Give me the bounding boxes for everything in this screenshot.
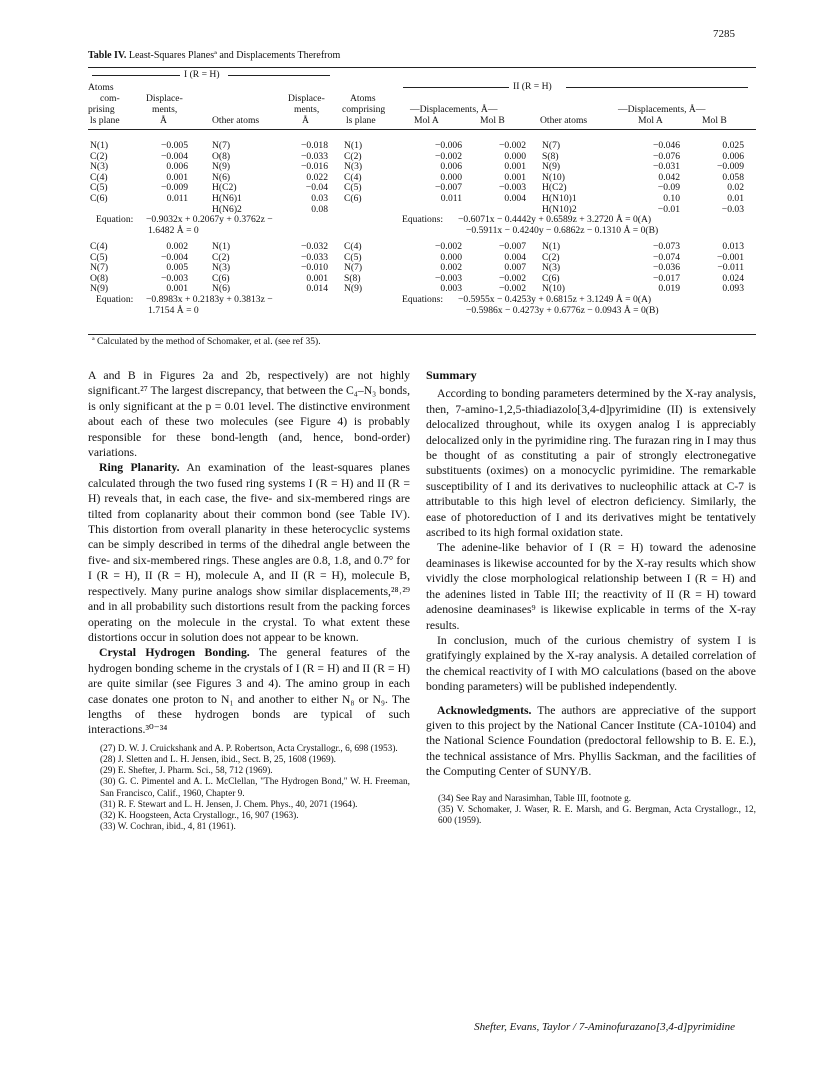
header-atoms-4: ls plane — [90, 115, 120, 126]
table-cell: −0.032 — [301, 241, 328, 252]
ring-planarity-heading: Ring Planarity. — [99, 461, 180, 475]
table-cell: N(9) — [212, 161, 231, 173]
table-cell: C(2) — [212, 251, 230, 263]
table-cell: C(6) — [212, 272, 230, 284]
table-cell: H(N6)1 — [212, 193, 242, 204]
table-cell: N(7) — [90, 262, 109, 274]
left-references — [88, 744, 410, 834]
table-cell: 0.001 — [504, 161, 526, 173]
table-cell: −0.002 — [499, 272, 526, 284]
table-cell: −0.011 — [717, 262, 744, 274]
group-rule-I-left — [92, 75, 180, 76]
table-cell: −0.003 — [435, 272, 462, 284]
group-rule-II-left — [403, 87, 509, 88]
table-cell: −0.09 — [657, 182, 680, 194]
acknowledgments-paragraph: Acknowledgments. The authors are appreciative of the support given to this project by the National Cancer Institute (CA-10104) and the National Science Foundation (predoctoral fellowship to B. E. E.), the technical assistance of Mrs. Phyllis Sackman, and the facilities of the Computing Center of SUNY/B. — [426, 703, 756, 779]
header-atoms-2: com- — [100, 93, 120, 104]
table-cell: 0.014 — [306, 283, 328, 295]
table-cell: S(8) — [344, 272, 361, 284]
table-cell: 0.000 — [440, 171, 462, 183]
equation-I-line-2: 1.6482 Å = 0 — [148, 224, 199, 236]
table-cell: 0.001 — [166, 171, 188, 183]
table-cell: 0.002 — [440, 262, 462, 274]
table-cell: C(2) — [90, 150, 108, 162]
table-cell: C(5) — [90, 251, 108, 263]
table-cell: N(1) — [542, 241, 561, 252]
table-cell: N(3) — [542, 262, 561, 274]
table-cell: C(4) — [90, 171, 108, 183]
header-II-mol-b: Mol B — [480, 115, 505, 126]
table-cell: C(2) — [344, 150, 362, 162]
table-cell: −0.01 — [657, 203, 680, 215]
table-cell: 0.000 — [504, 150, 526, 162]
table-bottom-rule — [88, 334, 756, 335]
table-cell: O(8) — [212, 150, 231, 162]
table-cell: −0.033 — [301, 150, 328, 162]
equation-II-line-1: −0.5955x − 0.4253y + 0.6815z + 3.1249 Å = 0(A) — [458, 294, 652, 305]
table-cell: −0.04 — [305, 182, 328, 194]
equation-label-II: Equations: — [402, 294, 444, 305]
table-cell: −0.002 — [499, 283, 526, 295]
table-cell: H(C2) — [212, 182, 237, 194]
table-cell: 0.000 — [440, 251, 462, 263]
group-header-II: II (R = H) — [513, 81, 552, 92]
table-cell: 0.093 — [722, 283, 744, 295]
table-cell: C(5) — [344, 251, 362, 263]
table-cell: N(3) — [344, 161, 363, 173]
header-II-mol-b2: Mol B — [702, 115, 727, 126]
left-column — [88, 368, 410, 833]
table-cell: 0.042 — [658, 171, 680, 183]
table-cell: −0.018 — [301, 140, 328, 151]
table-cell: −0.002 — [435, 150, 462, 162]
table-cell: −0.036 — [653, 262, 680, 274]
table-cell: 0.024 — [722, 272, 744, 284]
right-references — [426, 794, 756, 828]
table-cell: −0.004 — [161, 251, 188, 263]
table-cell: S(8) — [542, 150, 559, 162]
table-cell: H(N10)2 — [542, 203, 577, 215]
header-disp2-3: Å — [302, 115, 309, 126]
equation-II-line-2: −0.5986x − 0.4273y + 0.6776z − 0.0943 Å = 0(B) — [466, 304, 659, 316]
equation-I-line-2: 1.7154 Å = 0 — [148, 304, 199, 316]
table-cell: N(7) — [542, 140, 561, 151]
table-cell: 0.03 — [311, 193, 328, 204]
reference-item: (34) See Ray and Narasimhan, Table III, footnote g. — [438, 793, 632, 804]
table-cell: C(5) — [344, 182, 362, 194]
header-disp2-2: ments, — [294, 104, 320, 115]
table-cell: −0.003 — [499, 182, 526, 194]
table-cell: 0.013 — [722, 241, 744, 252]
table-cell: 0.019 — [658, 283, 680, 295]
table-cell: 0.08 — [311, 203, 328, 215]
page-number: 7285 — [713, 28, 735, 40]
table-cell: 0.02 — [727, 182, 744, 194]
table-cell: H(N10)1 — [542, 193, 577, 204]
table-cell: 0.01 — [727, 193, 744, 204]
header-atoms-1: Atoms — [88, 82, 114, 93]
table-cell: 0.011 — [166, 193, 188, 204]
table-cell: N(1) — [344, 140, 363, 151]
header-atoms2-1: Atoms — [350, 93, 376, 104]
table-cell: H(C2) — [542, 182, 567, 194]
header-disp-3: Å — [160, 115, 167, 126]
table-cell: 0.001 — [306, 272, 328, 284]
equation-II-line-1: −0.6071x − 0.4442y + 0.6589z + 3.2720 Å = 0(A) — [458, 214, 652, 226]
header-disp2-1: Displace- — [288, 93, 325, 104]
group-header-I: I (R = H) — [184, 69, 220, 80]
table-cell: 0.006 — [722, 150, 744, 162]
reference-item: (35) V. Schomaker, J. Waser, R. E. Marsh, and G. Bergman, Acta Crystallogr., 12, 600 (1959). — [438, 804, 756, 826]
table-cell: −0.007 — [499, 241, 526, 252]
equation-label-II: Equations: — [402, 214, 444, 226]
table-cell: −0.010 — [301, 262, 328, 274]
header-atoms-3: prising — [88, 104, 115, 115]
table-cell: −0.017 — [653, 272, 680, 284]
header-II-other-atoms: Other atoms — [540, 115, 588, 126]
table-cell: N(6) — [212, 171, 231, 183]
acknowledgments-heading: Acknowledgments. — [437, 703, 532, 717]
table-cell: −0.074 — [653, 251, 680, 263]
group-rule-I-right — [228, 75, 330, 76]
equation-I-line-1: −0.8983x + 0.2183y + 0.3813z − — [146, 294, 273, 305]
table-cell: 0.011 — [440, 193, 462, 204]
table-cell: H(N6)2 — [212, 203, 242, 215]
table-cell: −0.016 — [301, 161, 328, 173]
table-cell: N(9) — [90, 283, 109, 295]
reference-item: (28) J. Sletten and L. H. Jensen, ibid., Sect. B, 25, 1608 (1969). — [100, 754, 337, 765]
table-cell: N(9) — [344, 283, 363, 295]
reference-item: (32) K. Hoogsteen, Acta Crystallogr., 16, 907 (1963). — [100, 810, 299, 821]
summary-heading: Summary — [426, 368, 477, 382]
reference-item: (33) W. Cochran, ibid., 4, 81 (1961). — [100, 822, 236, 833]
table-cell: −0.001 — [717, 251, 744, 263]
table-cell: 0.006 — [440, 161, 462, 173]
header-II-mol-a2: Mol A — [638, 115, 663, 126]
table-cell: N(3) — [90, 161, 109, 173]
table-caption-label: Table IV. — [88, 50, 127, 61]
table-cell: O(8) — [90, 272, 109, 284]
reference-item: (29) E. Shefter, J. Pharm. Sci., 58, 712 (1969). — [100, 766, 273, 777]
table-cell: 0.022 — [306, 171, 328, 183]
summary-paragraph-2: The adenine-like behavior of I (R = H) toward the adenosine deaminases is likewise accounted for by the X-ray results which show vividly the close morphological relationship between I (R = H) and the adenines listed in Table III; the reactivity of II (R = H) toward adenosine deaminases⁹ is likewise explicable in terms of the X-ray results. — [426, 541, 756, 632]
table-top-rule — [88, 67, 756, 68]
hydrogen-bonding-heading: Crystal Hydrogen Bonding. — [99, 646, 250, 660]
table-caption — [88, 50, 340, 61]
reference-item: (27) D. W. J. Cruickshank and A. P. Robertson, Acta Crystallogr., 6, 698 (1953). — [100, 743, 398, 754]
summary-paragraph-1: According to bonding parameters determined by the X-ray analysis, then, 7-amino-1,2,5-thiadiazolo[3,4-d]pyrimidine (II) is extensively delocalized throughout, while its oxygen analog I is appreciably delocalized only in the pyrimidine ring. The furazan ring in I may thus be thought of as constituting a pair of strongly electronegative substituents (oximes) on a monocyclic pyrimidine. The remarkable susceptibility of I and its derivatives to nucleophilic attack at C-7 is attributable to this high level of electron deficiency. Similarly, the ease of photoreduction of I and its derivatives might be tentatively ascribed to its high formal oxidation state. — [426, 387, 756, 540]
table-cell: 0.058 — [722, 171, 744, 183]
header-bottom-rule — [88, 129, 756, 130]
table-cell: −0.006 — [435, 140, 462, 151]
header-disp-2: ments, — [152, 104, 178, 115]
hydrogen-bonding-paragraph: Crystal Hydrogen Bonding. The general features of the hydrogen bonding scheme in the crystals of I (R = H) and II (R = H) are quite similar (see Figures 3 and 4). The amino group in each case donates one proton to N₁ and another to either N₈ or N₉. The lengths of these hydrogen bonds are typical of such interactions.³⁰⁻³⁴ — [88, 646, 410, 737]
table-cell: 0.006 — [166, 161, 188, 173]
group-rule-II-right — [566, 87, 748, 88]
header-II-mol-a: Mol A — [414, 115, 439, 126]
table-cell: N(10) — [542, 171, 565, 183]
table-cell: N(3) — [212, 262, 231, 274]
header-disp-1: Displace- — [146, 93, 183, 104]
table-cell: N(1) — [212, 241, 231, 252]
table-cell: −0.031 — [653, 161, 680, 173]
table-cell: −0.046 — [653, 140, 680, 151]
table-cell: N(10) — [542, 283, 565, 295]
equation-label-I: Equation: — [96, 294, 134, 305]
reference-item: (31) R. F. Stewart and L. H. Jensen, J. Chem. Phys., 40, 2071 (1964). — [100, 799, 358, 810]
header-II-disp-right: —Displacements, Å— — [618, 104, 706, 115]
header-atoms2-2: comprising — [342, 104, 386, 115]
table-cell: −0.002 — [435, 241, 462, 252]
table-cell: 0.007 — [504, 262, 526, 274]
table-cell: 0.001 — [166, 283, 188, 295]
reference-item: (30) G. C. Pimentel and A. L. McClellan, "The Hydrogen Bond," W. H. Freeman, San Francisco, Calif., 1960, Chapter 9. — [100, 777, 410, 799]
table-cell: −0.009 — [717, 161, 744, 173]
running-footer: Shefter, Evans, Taylor / 7-Aminofurazano[3,4-d]pyrimidine — [474, 1021, 735, 1033]
table-cell: −0.002 — [499, 140, 526, 151]
ring-planarity-paragraph: Ring Planarity. An examination of the least-squares planes calculated through the two fused ring systems I (R = H) and II (R = H) reveals that, in each case, the five- and six-membered rings are tilted from coplanarity about their common bond (see Table IV). This distortion from overall planarity in these heterocyclic systems can be simply described in terms of the dihedral angle between the five- and six-membered rings. These angles are 0.8, 1.8, and 0.7° for I (R = H), II (R = H), molecule A, and II (R = H), molecule B, respectively. Many purine analogs show similar displacements,²⁸˒²⁹ and in all probability such distortions result from the packing forces operating on the molecule in the crystal. To what extent these distortions occur in solution does not appear to be known. — [88, 461, 410, 644]
table-cell: 0.002 — [166, 241, 188, 252]
table-cell: C(6) — [542, 272, 560, 284]
right-column — [426, 368, 756, 827]
table-cell: N(9) — [542, 161, 561, 173]
header-other-atoms: Other atoms — [212, 115, 260, 126]
table-cell: −0.033 — [301, 251, 328, 263]
table-cell: C(4) — [90, 241, 108, 252]
equation-II-line-2: −0.5911x − 0.4240y − 0.6862z − 0.1310 Å = 0(B) — [466, 224, 659, 236]
table-cell: 0.10 — [663, 193, 680, 204]
table-footnote: ª Calculated by the method of Schomaker, et al. (see ref 35). — [92, 337, 321, 347]
table-cell: 0.005 — [166, 262, 188, 274]
table-cell: −0.003 — [161, 272, 188, 284]
table-cell: 0.004 — [504, 193, 526, 204]
header-atoms2-3: ls plane — [346, 115, 376, 126]
table-cell: 0.003 — [440, 283, 462, 295]
table-cell: C(6) — [344, 193, 362, 204]
table-cell: −0.073 — [653, 241, 680, 252]
table-cell: C(6) — [90, 193, 108, 204]
table-iv — [88, 70, 756, 335]
table-caption-text: Least-Squares Planesª and Displacements Therefrom — [128, 50, 341, 61]
table-cell: −0.009 — [161, 182, 188, 194]
table-cell: 0.025 — [722, 140, 744, 151]
table-cell: C(5) — [90, 182, 108, 194]
table-cell: C(4) — [344, 171, 362, 183]
table-cell: −0.005 — [161, 140, 188, 151]
table-cell: N(7) — [212, 140, 231, 151]
left-paragraph-1: A and B in Figures 2a and 2b, respectively) are not highly significant.²⁷ The largest discrepancy, that between the C₄–N₃ bonds, is only significant at the p = 0.01 level. The distinctive environment about each of these two molecules (see Figure 4) is probably responsible for these bond-length (and, hence, bond-order) variations. — [88, 369, 410, 460]
table-cell: N(1) — [90, 140, 109, 151]
header-II-disp-left: —Displacements, Å— — [410, 104, 498, 115]
equation-I-line-1: −0.9032x + 0.2067y + 0.3762z − — [146, 214, 273, 226]
table-cell: −0.004 — [161, 150, 188, 162]
table-cell: N(6) — [212, 283, 231, 295]
table-cell: −0.007 — [435, 182, 462, 194]
summary-paragraph-3: In conclusion, much of the curious chemistry of system I is gratifyingly explained by the X-ray analysis. A detailed correlation of the chemical reactivity of I with MO calculations (based on the above bonding parameters) will be published independently. — [426, 633, 756, 694]
table-cell: 0.001 — [504, 171, 526, 183]
table-cell: −0.076 — [653, 150, 680, 162]
table-cell: 0.004 — [504, 251, 526, 263]
table-cell: N(7) — [344, 262, 363, 274]
table-cell: C(2) — [542, 251, 560, 263]
table-cell: −0.03 — [721, 203, 744, 215]
table-cell: C(4) — [344, 241, 362, 252]
equation-label-I: Equation: — [96, 214, 134, 226]
